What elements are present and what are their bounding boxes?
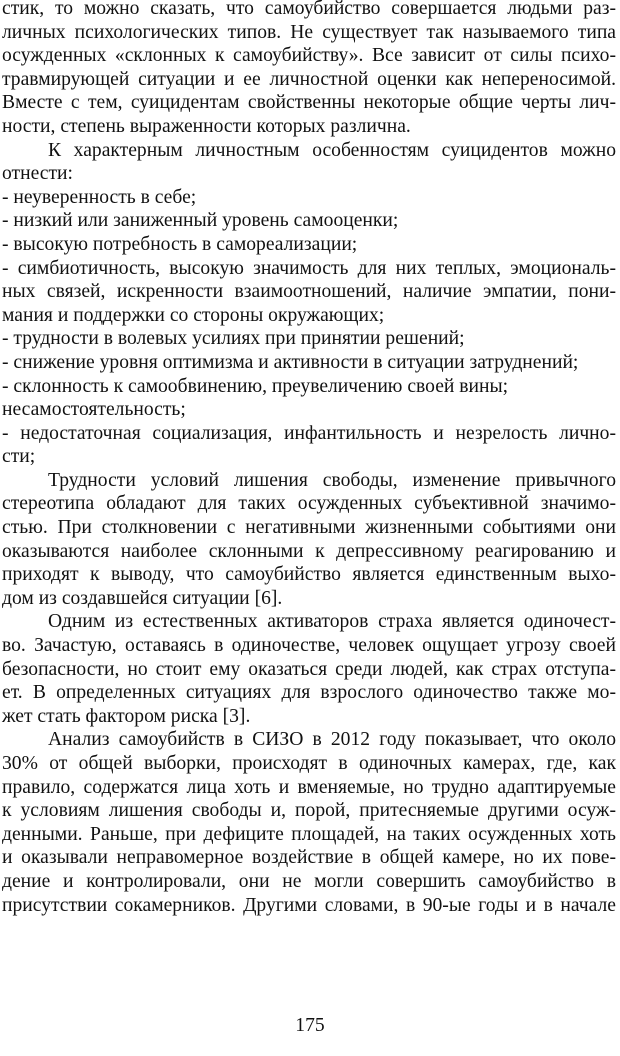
text-line: - симбиотичность, высокую значимость для них теплых, эмоциональ- (2, 257, 616, 279)
text-line: дение и контролировали, они не могли совершить самоубийство в (2, 870, 616, 892)
text-line: - склонность к самообвинению, преувеличению своей вины; (2, 375, 509, 397)
text-line: - недостаточная социализация, инфантильность и незрелость лично- (2, 422, 616, 444)
text-line: К характерным личностным особенностям суицидентов можно (48, 139, 616, 161)
text-line: дом из создавшейся ситуации [6]. (2, 587, 283, 609)
text-line: ных связей, искренности взаимоотношений, наличие эмпатии, пони- (2, 281, 616, 303)
text-line: безопасности, но стоит ему оказаться среди людей, как страх отступа- (2, 658, 616, 680)
text-line: личных психологических типов. Не существует так называемого типа (2, 21, 616, 43)
text-line: стик, то можно сказать, что самоубийство совершается людьми раз- (2, 0, 616, 19)
text-line: стереотипа обладают для таких осужденных субъективной значимо- (2, 493, 616, 515)
text-line: оказываются наиболее склонными к депрессивному реагированию и (2, 540, 616, 562)
text-line: отнести: (2, 163, 73, 185)
text-line: - снижение уровня оптимизма и активности в ситуации затруднений; (2, 351, 579, 373)
text-line: ет. В определенных ситуациях для взрослого одиночество также мо- (2, 682, 616, 704)
body-text (2, 0, 616, 917)
text-line: Трудности условий лишения свободы, изменение привычного (48, 469, 616, 491)
text-line: мания и поддержки со стороны окружающих; (2, 304, 385, 326)
text-line: правило, содержатся лица хоть и вменяемые, но трудно адаптируемые (2, 776, 616, 798)
text-line: присутствии сокамерников. Другими словами, в 90-ые годы и в начале (2, 894, 616, 916)
text-line: ности, степень выраженности которых различна. (2, 115, 411, 137)
text-line: - высокую потребность в самореализации; (2, 233, 358, 255)
text-line: несамостоятельность; (2, 399, 186, 421)
text-line: Одним из естественных активаторов страха является одиночест- (48, 611, 616, 633)
text-line: - низкий или заниженный уровень самооценки; (2, 210, 399, 232)
page-number: 175 (295, 1015, 325, 1036)
text-line: - неуверенность в себе; (2, 186, 197, 208)
text-line: Анализ самоубийств в СИЗО в 2012 году показывает, что около (48, 729, 616, 751)
text-line: сти; (2, 446, 36, 468)
text-line: осужденных «склонных к самоубийству». Все зависит от силы психо- (2, 45, 616, 67)
text-line: травмирующей ситуации и ее личностной оценки как непереносимой. (2, 68, 616, 90)
text-line: к условиям лишения свободы и, порой, притесняемые другими осуж- (2, 800, 616, 822)
text-line: жет стать фактором риска [3]. (2, 705, 251, 727)
text-line: и оказывали неправомерное воздействие в общей камере, но их пове- (2, 847, 616, 869)
text-line: - трудности в волевых усилиях при принятии решений; (2, 328, 465, 350)
text-line: Вместе с тем, суицидентам свойственны некоторые общие черты лич- (2, 92, 616, 114)
text-line: денными. Раньше, при дефиците площадей, на таких осужденных хоть (2, 823, 616, 845)
text-line: стью. При столкновении с негативными жизненными событиями они (2, 517, 616, 539)
text-line: во. Зачастую, оставаясь в одиночестве, человек ощущает угрозу своей (2, 635, 616, 657)
text-line: приходят к выводу, что самоубийство является единственным выхо- (2, 564, 616, 586)
text-line: 30% от общей выборки, происходят в одиночных камерах, где, как (2, 753, 616, 774)
